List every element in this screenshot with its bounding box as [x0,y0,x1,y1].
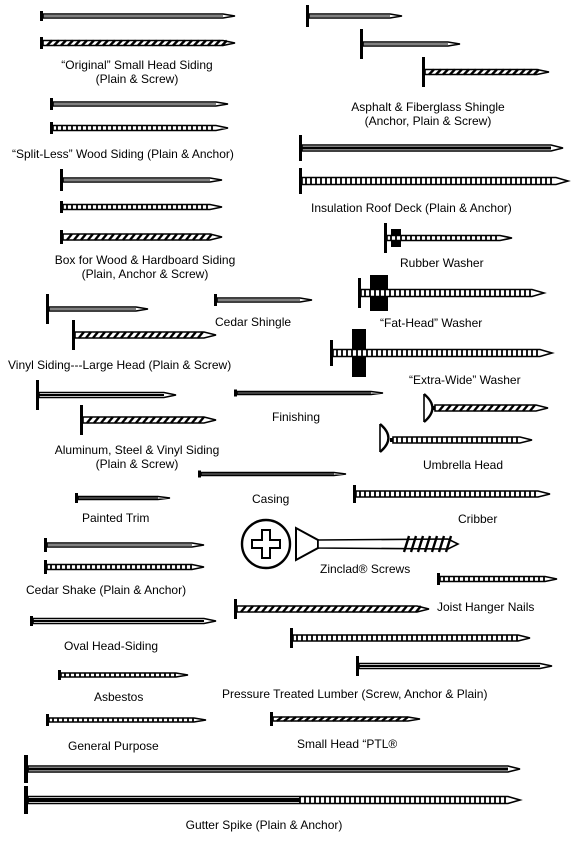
screw-icon [58,670,188,680]
nail-icon [198,471,346,478]
label-insulation-roof-deck: Insulation Roof Deck (Plain & Anchor) [311,201,512,215]
screw-icon [437,573,557,585]
nail-icon [60,169,222,191]
label-umbrella-head: Umbrella Head [423,458,504,472]
screw-icon [353,485,550,503]
nail-icon [24,755,520,783]
label-small-head-ptl: Small Head “PTL® [297,737,398,751]
label-pressure-treated-lumber: Pressure Treated Lumber (Screw, Anchor & Plain) [222,687,488,701]
nail-icon [360,29,460,59]
nail-icon [75,493,170,503]
nail-icon [36,380,176,410]
screw-icon [234,599,429,619]
nail-icon [356,656,552,676]
label-painted-trim: Painted Trim [82,511,150,525]
label-gutter-spike: Gutter Spike (Plain & Anchor) [185,818,343,832]
label-cedar-shingle: Cedar Shingle [215,315,292,329]
screw-icon [40,37,235,49]
label-joist-hanger-nails: Joist Hanger Nails [437,600,535,614]
label-asphalt-fiberglass-shingle: Asphalt & Fiberglass Shingle (Anchor, Plain & Screw) [351,100,505,128]
screw-icon [60,230,222,244]
nail-icon [40,11,235,21]
label-oval-head-siding: Oval Head-Siding [64,639,159,653]
label-fat-head-washer: “Fat-Head” Washer [380,316,483,330]
screw-icon [299,168,568,194]
umbrella-cap-icon [424,394,432,422]
label-cribber: Cribber [458,512,498,526]
label-rubber-washer: Rubber Washer [400,256,484,270]
label-aluminum-steel-vinyl-siding: Aluminum, Steel & Vinyl Siding (Plain & Screw) [54,443,220,471]
label-cedar-shake: Cedar Shake (Plain & Anchor) [26,583,187,597]
label-split-less-wood-siding: “Split-Less” Wood Siding (Plain & Anchor) [12,147,234,161]
nail-icon [234,390,383,397]
screw-icon [46,714,206,726]
screw-icon [384,223,512,253]
label-asbestos: Asbestos [94,690,144,704]
screw-icon [24,786,520,814]
screw-icon [296,528,458,560]
nail-icon [44,538,204,552]
nail-icon [214,294,312,306]
screw-icon [270,712,420,726]
label-zinclad-screws: Zinclad® Screws [320,562,411,576]
label-casing: Casing [252,492,290,506]
screw-icon [432,405,548,411]
screw-icon [290,628,530,648]
label-box-wood-hardboard-siding: Box for Wood & Hardboard Siding (Plain, Anchor & Screw) [54,253,236,281]
screw-icon [60,201,222,213]
label-extra-wide-washer: “Extra-Wide” Washer [409,373,521,387]
nail-icon [299,135,563,161]
screw-icon [390,437,532,443]
nail-icon [46,294,148,324]
phillips-head-icon [242,520,290,568]
screw-icon [72,320,216,350]
nail-icon [30,616,216,626]
label-finishing: Finishing [272,410,321,424]
label-original-small-head-siding: “Original” Small Head Siding (Plain & Screw) [61,58,213,86]
screw-icon [422,57,549,87]
screw-icon [80,405,216,435]
nail-icon [50,98,228,110]
nail-icon [306,5,402,27]
screw-icon [44,560,204,574]
umbrella-cap-icon [380,424,388,452]
screw-icon [50,122,228,134]
label-general-purpose: General Purpose [68,739,159,753]
label-vinyl-siding-large-head: Vinyl Siding---Large Head (Plain & Screw) [8,358,232,372]
